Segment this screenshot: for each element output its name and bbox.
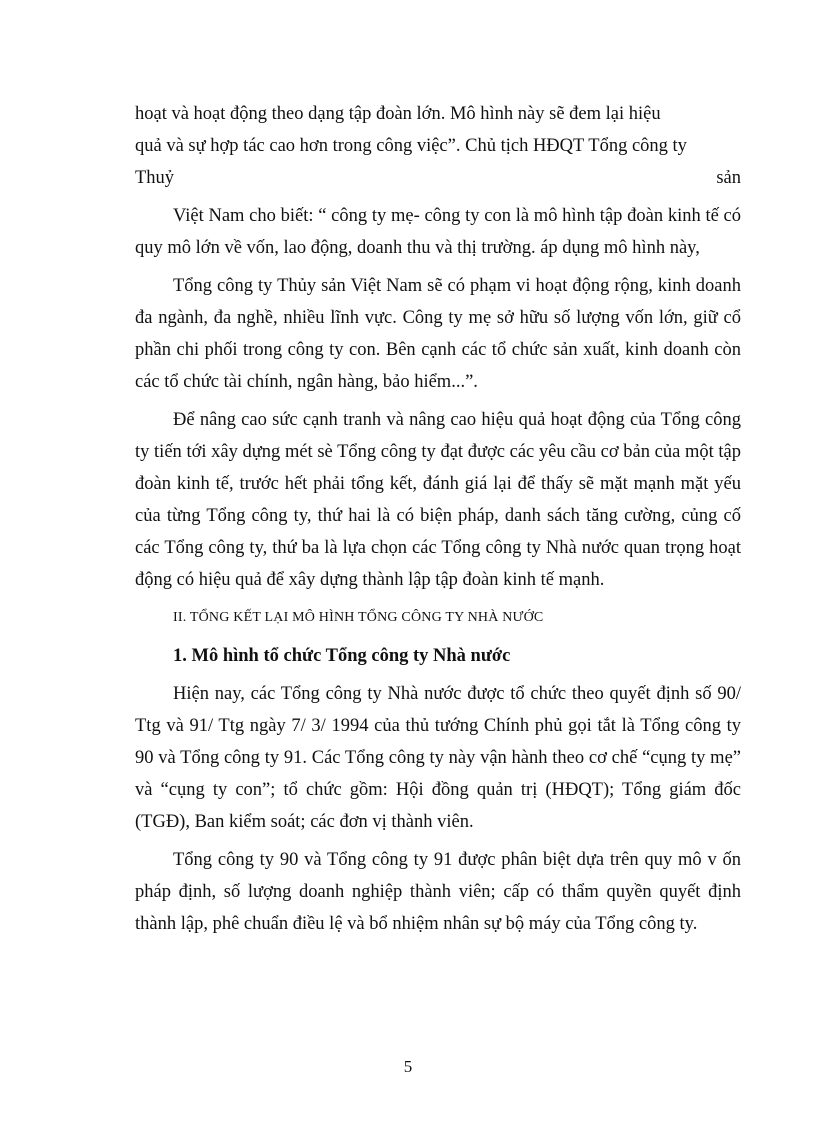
- paragraph-3: Tổng công ty Thủy sản Việt Nam sẽ có phạm vi hoạt động rộng, kinh doanh đa ngành, đa nghề, nhiều lĩnh vực. Công ty mẹ sở hữu số lượng vốn lớn, giữ cổ phần chi phối trong công ty con. Bên cạnh các tổ chức sản xuất, kinh doanh còn các tổ chức tài chính, ngân hàng, bảo hiểm...”.: [135, 276, 741, 392]
- paragraph-2: Việt Nam cho biết: “ công ty mẹ- công ty con là mô hình tập đoàn kinh tế có quy mô lớn về vốn, lao động, doanh thu và thị trường. áp dụng mô hình này,: [135, 206, 741, 258]
- paragraph-1-line-3: [135, 162, 741, 194]
- paragraph-6: Tổng công ty 90 và Tổng công ty 91 được phân biệt dựa trên quy mô v ốn pháp định, số lượng doanh nghiệp thành viên; cấp có thẩm quyền quyết định thành lập, phê chuẩn điều lệ và bổ nhiệm nhân sự bộ máy của Tổng công ty.: [135, 850, 741, 934]
- paragraph-5: Hiện nay, các Tổng công ty Nhà nước được tổ chức theo quyết định số 90/ Ttg và 91/ Ttg ngày 7/ 3/ 1994 của thủ tướng Chính phủ gọi tắt là Tổng công ty 90 và Tổng công ty 91. Các Tổng công ty này vận hành theo cơ chế “cụng ty mẹ” và “cụng ty con”; tổ chức gồm: Hội đồng quản trị (HĐQT); Tổng giám đốc (TGĐ), Ban kiểm soát; các đơn vị thành viên.: [135, 684, 741, 832]
- paragraph-1-line-3-right: sản: [716, 168, 741, 188]
- paragraph-1-line-1: hoạt và hoạt động theo dạng tập đoàn lớn. Mô hình này sẽ đem lại hiệu: [135, 104, 661, 124]
- page-number: 5: [403, 1057, 413, 1076]
- paragraph-1-line-3-left: Thuỷ: [135, 168, 175, 188]
- section-heading: II. TỔNG KẾT LẠI MÔ HÌNH TỔNG CÔNG TY NHÀ NƯỚC: [173, 610, 544, 625]
- paragraph-4: Để nâng cao sức cạnh tranh và nâng cao hiệu quả hoạt động của Tổng công ty tiến tới xây dựng mét sè Tổng công ty đạt được các yêu cầu cơ bản của một tập đoàn kinh tế, trước hết phải tổng kết, đánh giá lại để thấy sẽ mặt mạnh mặt yếu của từng Tổng công ty, thứ hai là có biện pháp, danh sách tăng cường, củng cố các Tổng công ty, thứ ba là lựa chọn các Tổng công ty Nhà nước quan trọng hoạt động có hiệu quả để xây dựng thành lập tập đoàn kinh tế mạnh.: [135, 410, 741, 590]
- page-body: [135, 98, 741, 940]
- subsection-heading: 1. Mô hình tổ chức Tổng công ty Nhà nước: [173, 646, 511, 666]
- paragraph-1-line-2: quả và sự hợp tác cao hơn trong công việc”. Chủ tịch HĐQT Tổng công ty: [135, 136, 687, 156]
